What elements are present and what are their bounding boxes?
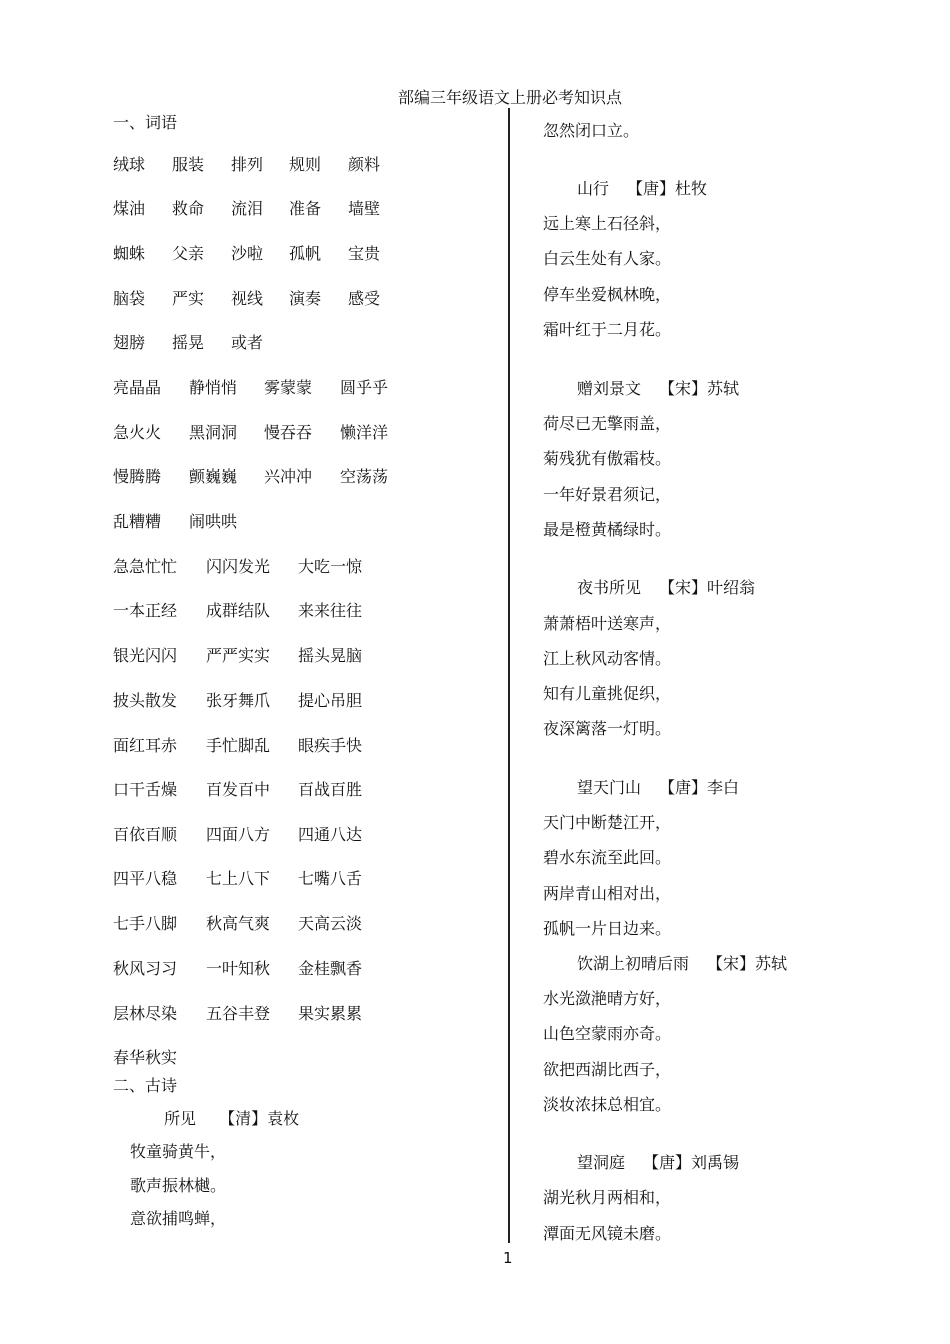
vocab-word: 一本正经 — [113, 601, 178, 620]
vocab-word: 慢吞吞 — [264, 423, 313, 442]
poem-line: 孤帆一片日边来。 — [543, 919, 672, 938]
poem-title — [577, 775, 739, 798]
vocab-word: 圆乎乎 — [340, 378, 389, 397]
poem-name: 所见 — [164, 1109, 197, 1128]
vocab-word: 百战百胜 — [298, 780, 363, 799]
vocab-word: 秋风习习 — [113, 959, 178, 978]
vocab-word: 四通八达 — [298, 825, 363, 844]
poem-title — [577, 1150, 739, 1173]
vocab-word: 空荡荡 — [340, 467, 389, 486]
vocab-word: 百依百顺 — [113, 825, 178, 844]
vocab-word: 七手八脚 — [113, 914, 178, 933]
vocab-word: 七上八下 — [206, 869, 271, 888]
vocab-word: 严严实实 — [206, 646, 271, 665]
poem-line: 牧童骑黄牛， — [130, 1142, 227, 1161]
poem-line: 湖光秋月两相和， — [543, 1188, 672, 1207]
poem-name: 夜书所见 — [577, 578, 642, 597]
poem-title — [164, 1106, 299, 1129]
poem-title — [577, 376, 739, 399]
vocab-word: 金桂飘香 — [298, 959, 363, 978]
poem-line: 天门中断楚江开， — [543, 813, 672, 832]
vocab-word: 宝贵 — [348, 244, 381, 263]
vocab-word: 懒洋洋 — [340, 423, 389, 442]
vocab-word: 绒球 — [113, 155, 146, 174]
vocab-word: 或者 — [231, 333, 264, 352]
vocab-word: 颜料 — [348, 155, 381, 174]
poem-line: 知有儿童挑促织， — [543, 684, 672, 703]
vocab-word: 一叶知秋 — [206, 959, 271, 978]
vocab-word: 四面八方 — [206, 825, 271, 844]
vocab-word: 银光闪闪 — [113, 646, 178, 665]
vocab-word: 颤巍巍 — [189, 467, 238, 486]
vocab-word: 静悄悄 — [189, 378, 238, 397]
poem-author: 【唐】刘禹锡 — [643, 1153, 740, 1172]
poem-title — [577, 575, 755, 598]
vocab-word: 披头散发 — [113, 691, 178, 710]
vocab-word: 七嘴八舌 — [298, 869, 363, 888]
poem-name: 望天门山 — [577, 778, 642, 797]
poem-line: 菊残犹有傲霜枝。 — [543, 449, 672, 468]
poem-line: 远上寒上石径斜， — [543, 214, 672, 233]
poem-line: 水光潋滟晴方好， — [543, 989, 672, 1008]
poem-title — [577, 951, 787, 974]
vocab-word: 父亲 — [172, 244, 205, 263]
vocab-word: 脑袋 — [113, 289, 146, 308]
vocab-word: 面红耳赤 — [113, 736, 178, 755]
vocab-word: 感受 — [348, 289, 381, 308]
vocab-word: 蜘蛛 — [113, 244, 146, 263]
vocab-word: 煤油 — [113, 199, 146, 218]
poem-line: 歌声振林樾。 — [130, 1176, 227, 1195]
vocab-word: 亮晶晶 — [113, 378, 162, 397]
poem-name: 望洞庭 — [577, 1153, 626, 1172]
poem-author: 【宋】叶绍翁 — [659, 578, 756, 597]
vocab-word: 成群结队 — [206, 601, 271, 620]
vocab-word: 摇头晃脑 — [298, 646, 363, 665]
vocab-word: 摇晃 — [172, 333, 205, 352]
vocab-word: 急火火 — [113, 423, 162, 442]
poem-line-continuation: 忽然闭口立。 — [543, 121, 640, 140]
vocab-word: 百发百中 — [206, 780, 271, 799]
vocab-word: 口干舌燥 — [113, 780, 178, 799]
page-title: 部编三年级语文上册必考知识点 — [397, 88, 622, 107]
vocab-word: 排列 — [231, 155, 264, 174]
vocab-word: 严实 — [172, 289, 205, 308]
vocab-word: 准备 — [289, 199, 322, 218]
poem-line: 最是橙黄橘绿时。 — [543, 520, 672, 539]
poem-line: 潭面无风镜未磨。 — [543, 1224, 672, 1243]
poem-name: 饮湖上初晴后雨 — [577, 954, 690, 973]
poem-name: 山行 — [577, 179, 610, 198]
vocab-word: 五谷丰登 — [206, 1004, 271, 1023]
vocab-word: 秋高气爽 — [206, 914, 271, 933]
vocab-word: 大吃一惊 — [298, 557, 363, 576]
poem-line: 荷尽已无擎雨盖， — [543, 414, 672, 433]
poem-line: 霜叶红于二月花。 — [543, 320, 672, 339]
vocab-word: 春华秋实 — [113, 1048, 178, 1067]
poem-line: 碧水东流至此回。 — [543, 848, 672, 867]
section-heading-vocab: 一、词语 — [113, 113, 178, 132]
vocab-word: 沙啦 — [231, 244, 264, 263]
vocab-word: 孤帆 — [289, 244, 322, 263]
vocab-word: 流泪 — [231, 199, 264, 218]
poem-author: 【宋】苏轼 — [707, 954, 788, 973]
vocab-word: 果实累累 — [298, 1004, 363, 1023]
poem-author: 【唐】李白 — [659, 778, 740, 797]
vocab-word: 兴冲冲 — [264, 467, 313, 486]
poem-author: 【清】袁枚 — [219, 1109, 300, 1128]
poem-line: 两岸青山相对出， — [543, 884, 672, 903]
vocab-word: 急急忙忙 — [113, 557, 178, 576]
vocab-word: 眼疾手快 — [298, 736, 363, 755]
poem-author: 【唐】杜牧 — [627, 179, 708, 198]
vocab-word: 乱糟糟 — [113, 512, 162, 531]
vocab-word: 张牙舞爪 — [206, 691, 271, 710]
poem-line: 山色空蒙雨亦奇。 — [543, 1024, 672, 1043]
vocab-word: 天高云淡 — [298, 914, 363, 933]
poem-line: 意欲捕鸣蝉， — [130, 1209, 227, 1228]
vocab-word: 层林尽染 — [113, 1004, 178, 1023]
column-divider — [508, 108, 510, 1243]
page-number: 1 — [503, 1249, 513, 1267]
poem-line: 一年好景君须记， — [543, 485, 672, 504]
vocab-word: 墙壁 — [348, 199, 381, 218]
vocab-word: 闪闪发光 — [206, 557, 271, 576]
poem-line: 淡妆浓抹总相宜。 — [543, 1095, 672, 1114]
vocab-word: 演奏 — [289, 289, 322, 308]
section-heading-poems: 二、古诗 — [113, 1076, 178, 1095]
poem-title — [577, 176, 707, 199]
vocab-word: 翅膀 — [113, 333, 146, 352]
vocab-word: 手忙脚乱 — [206, 736, 271, 755]
vocab-word: 服装 — [172, 155, 205, 174]
vocab-word: 来来往往 — [298, 601, 363, 620]
poem-line: 欲把西湖比西子， — [543, 1060, 672, 1079]
poem-line: 江上秋风动客情。 — [543, 649, 672, 668]
vocab-word: 黑洞洞 — [189, 423, 238, 442]
vocab-word: 视线 — [231, 289, 264, 308]
vocab-word: 闹哄哄 — [189, 512, 238, 531]
poem-line: 夜深篱落一灯明。 — [543, 719, 672, 738]
poem-line: 白云生处有人家。 — [543, 249, 672, 268]
vocab-word: 雾蒙蒙 — [264, 378, 313, 397]
vocab-word: 四平八稳 — [113, 869, 178, 888]
poem-name: 赠刘景文 — [577, 379, 642, 398]
vocab-word: 慢腾腾 — [113, 467, 162, 486]
vocab-word: 规则 — [289, 155, 322, 174]
vocab-word: 提心吊胆 — [298, 691, 363, 710]
poem-line: 停车坐爱枫林晚， — [543, 285, 672, 304]
poem-author: 【宋】苏轼 — [659, 379, 740, 398]
poem-line: 萧萧梧叶送寒声， — [543, 614, 672, 633]
vocab-word: 救命 — [172, 199, 205, 218]
